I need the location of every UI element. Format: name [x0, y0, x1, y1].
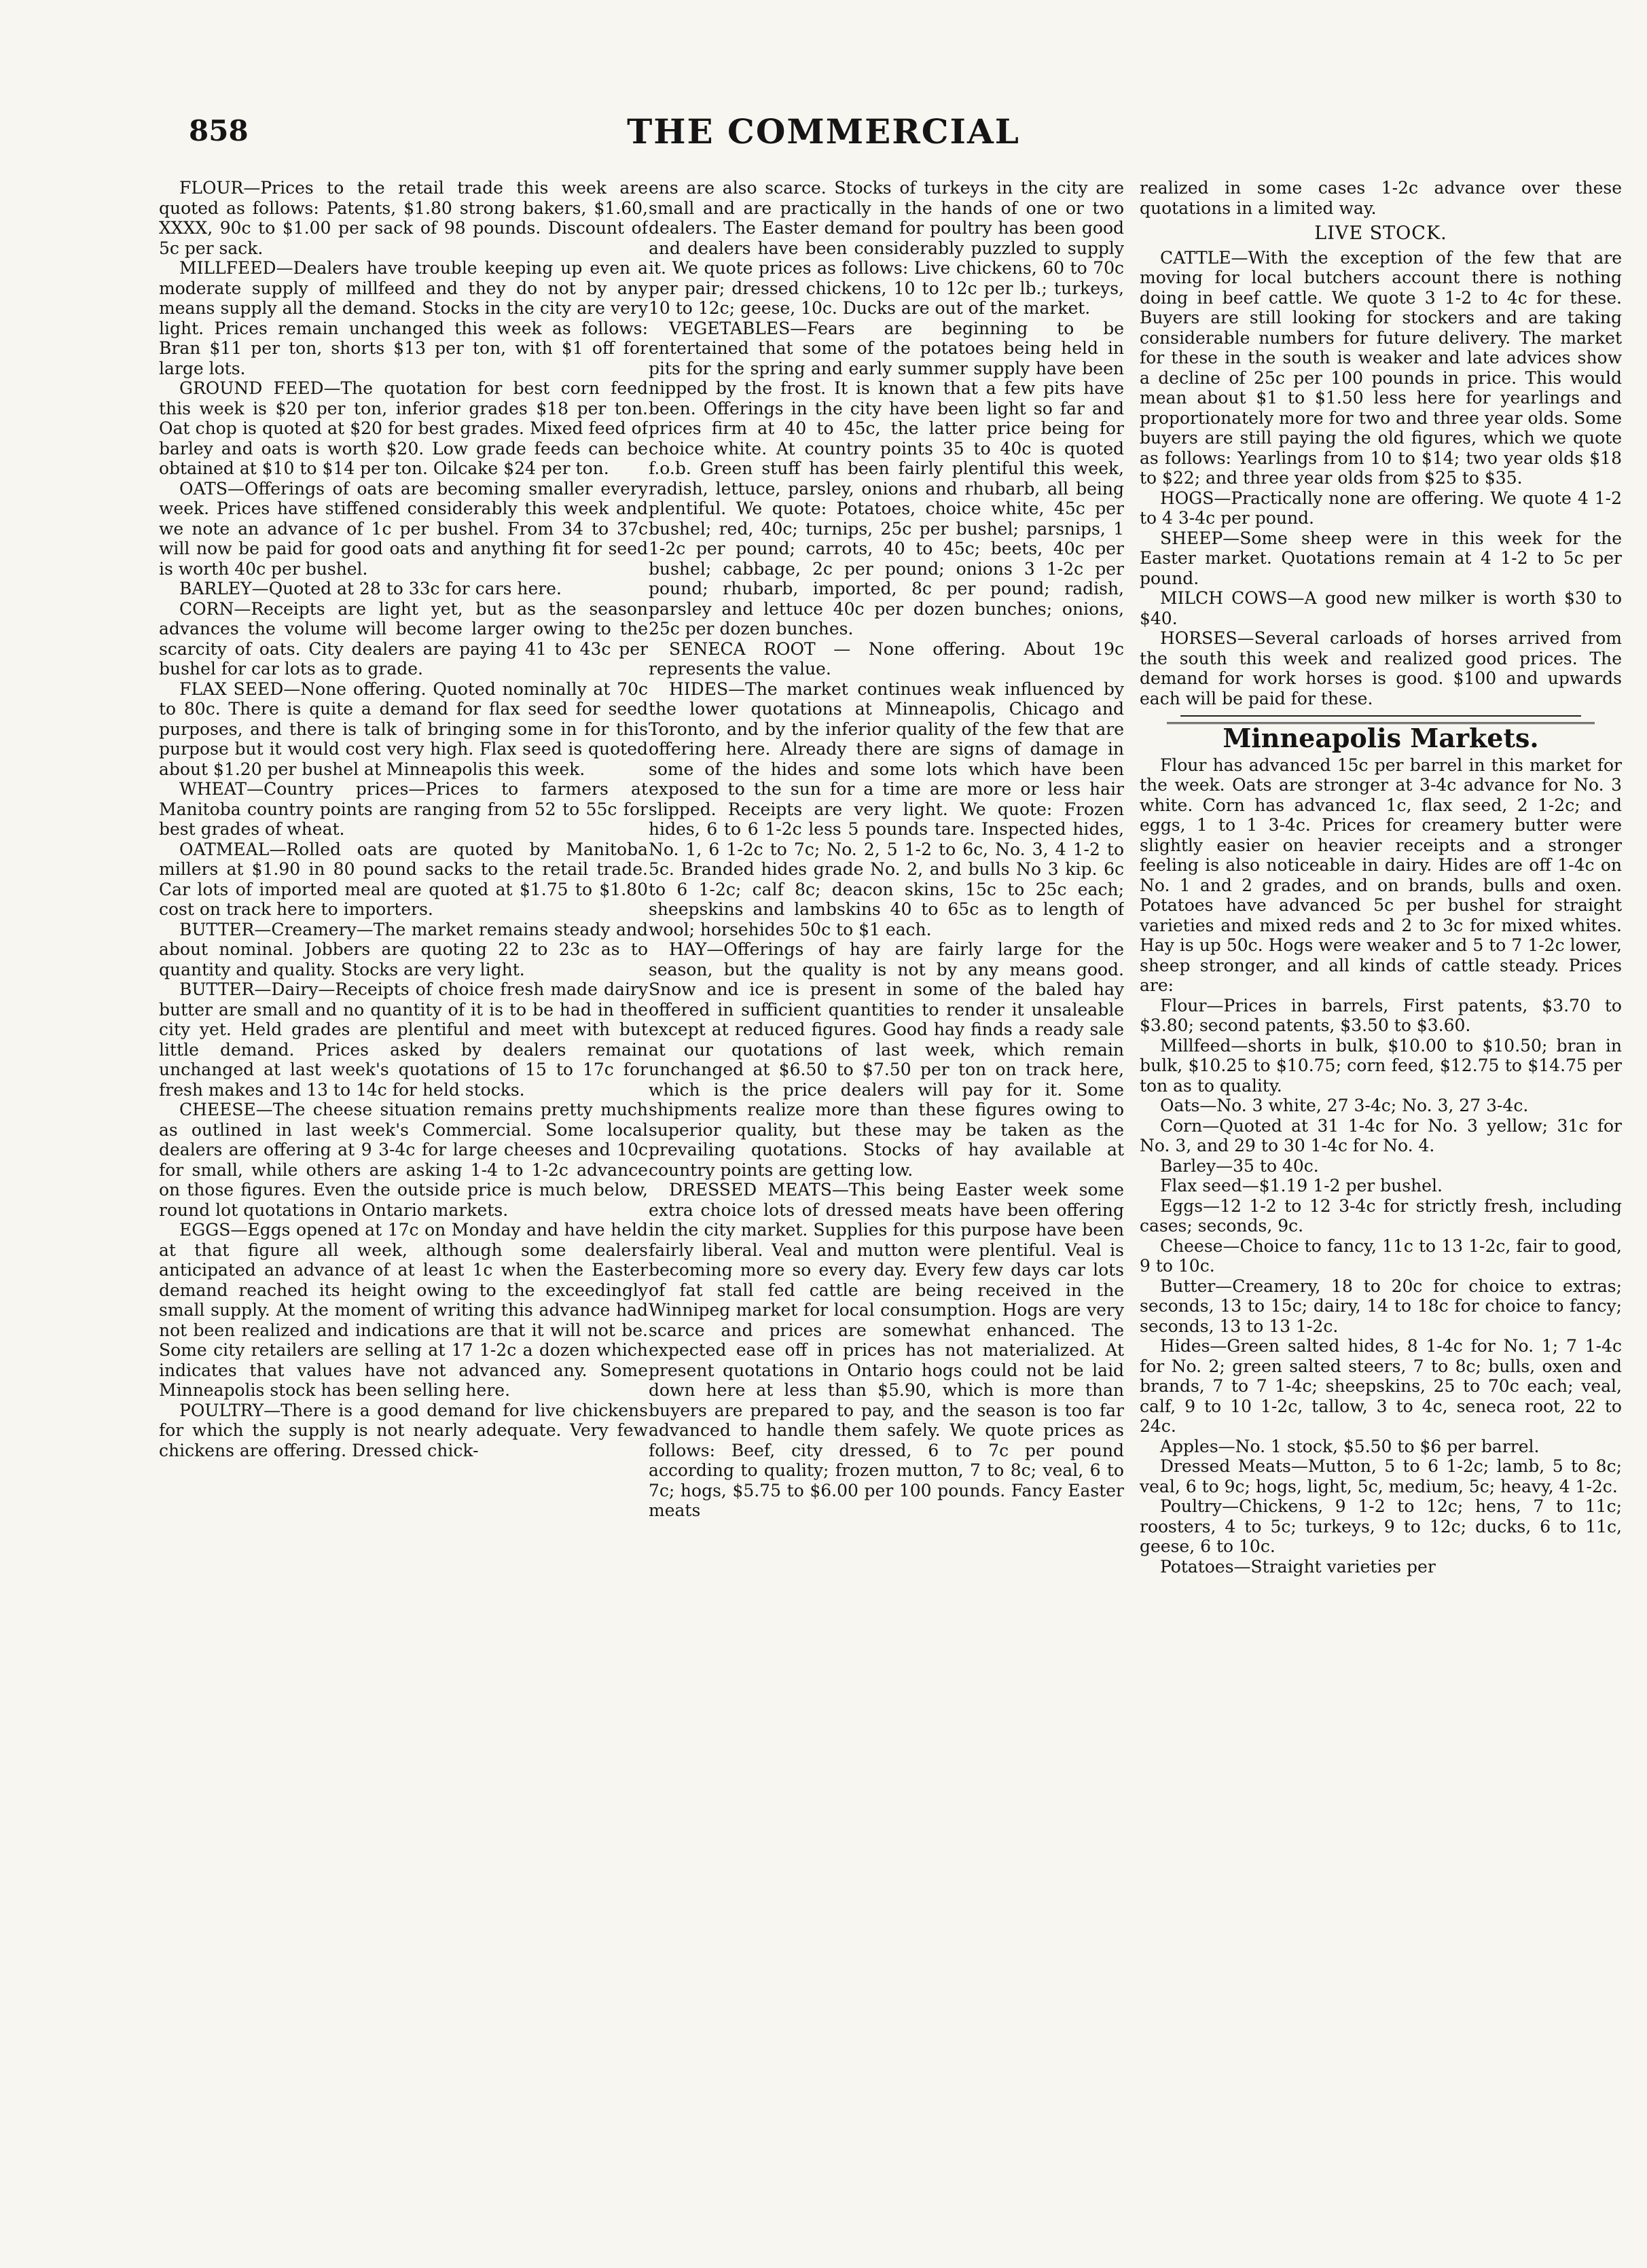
market-report-poultry: POULTRY—There is a good demand for live chickens for which the supply is not nearly adequate. Very few chickens are offering. Dressed chick- — [159, 1400, 648, 1460]
column-2 — [649, 178, 1124, 2243]
live-stock-cattle: CATTLE—With the exception of the few that are moving for local butchers account there is nothing doing in beef cattle. We quote 3 1-2 to 4c for these. Buyers are still looking for stockers and are taking considerable numbers for future delivery. The market for these in the south is weaker and late advices show a decline of 25c per 100 pounds in price. This would mean about $1 to $1.50 less here for yearlings and proportionately more for two and three year olds. Some buyers are still paying the old figures, which we quote as follows: Yearlings from 10 to $14; two year olds $18 to $22; and three year olds from $25 to $35. — [1140, 247, 1622, 488]
minneapolis-butter: Butter—Creamery, 18 to 20c for choice to extras; seconds, 13 to 15c; dairy, 14 to 18c for choice to fancy; seconds, 13 to 13 1-2c. — [1140, 1276, 1622, 1336]
live-stock-horses: HORSES—Several carloads of horses arrived from the south this week and realized good prices. The demand for work horses is good. $100 and upwards each will be paid for these. — [1140, 628, 1622, 708]
page-header — [0, 102, 1647, 156]
minneapolis-poultry: Poultry—Chickens, 9 1-2 to 12c; hens, 7 to 11c; roosters, 4 to 5c; turkeys, 9 to 12c; ducks, 6 to 11c, geese, 6 to 10c. — [1140, 1496, 1622, 1556]
minneapolis-markets-heading: Minneapolis Markets. — [1223, 723, 1539, 753]
page-number: 858 — [189, 114, 249, 147]
market-report-cheese: CHEESE—The cheese situation remains pretty much as outlined in last week's Commercial. Some local dealers are offering at 9 3-4c for large cheeses and 10c for small, while others are asking 1-4 to 1-2c advance on those figures. Even the outside price is much below, round lot quotations in Ontario markets. — [159, 1100, 648, 1220]
minneapolis-barley: Barley—35 to 40c. — [1160, 1155, 1319, 1176]
market-report-flax-seed: FLAX SEED—None offering. Quoted nominally at 70c to 80c. There is quite a demand for flax seed for seed purposes, and there is talk of bringing some in for this purpose but it would cost very high. Flax seed is quoted about $1.20 per bushel at Minneapolis this week. — [159, 679, 648, 779]
market-report-dressed-meats: DRESSED MEATS—This being Easter week some extra choice lots of dressed meats have been offering in the city market. Supplies for this purpose have been fairly liberal. Veal and mutton were plentiful. Veal is becoming more so every day. Every few days car lots of fat stall fed cattle are being received in the Winnipeg market for local consumption. Hogs are very scarce and prices are somewhat enhanced. The expected ease off in prices has not materialized. At present quotations in Ontario hogs could not be laid down here at less than $5.90, which is more than buyers are prepared to pay, and the season is too far advanced to handle them safely. We quote prices as follows: Beef, city dressed, 6 to 7c per pound according to quality; frozen mutton, 7 to 8c; veal, 6 to 7c; hogs, $5.75 to $6.00 per 100 pounds. Fancy Easter meats — [649, 1180, 1124, 1520]
minneapolis-eggs: Eggs—12 1-2 to 12 3-4c for strictly fresh, including cases; seconds, 9c. — [1140, 1195, 1622, 1236]
minneapolis-hides: Hides—Green salted hides, 8 1-4c for No. 1; 7 1-4c for No. 2; green salted steers, 7 to 8c; bulls, oxen and brands, 7 to 7 1-4c; sheepskins, 25 to 70c each; veal, calf, 9 to 10 1-2c, tallow, 3 to 4c, seneca root, 22 to 24c. — [1140, 1336, 1622, 1436]
minneapolis-cheese: Cheese—Choice to fancy, 11c to 13 1-2c, fair to good, 9 to 10c. — [1140, 1236, 1622, 1276]
minneapolis-summary: Flour has advanced 15c per barrel in this market for the week. Oats are stronger at 3-4c advance for No. 3 white. Corn has advanced 1c, flax seed, 2 1-2c; and eggs, 1 to 1 3-4c. Prices for creamery butter were slightly easier on heavier receipts and a stronger feeling is also noticeable in dairy. Hides are off 1-4c on No. 1 and 2 grades, and on brands, bulls and oxen. Potatoes have advanced 5c per bushel for straight varieties and mixed reds and 2 to 3c for mixed whites. Hay is up 50c. Hogs were weaker and 5 to 7 1-2c lower, sheep stronger, and all kinds of cattle steady. Prices are: — [1140, 755, 1622, 995]
market-report-ground-feed: GROUND FEED—The quotation for best corn feed this week is $20 per ton, inferior grades $18 per ton. Oat chop is quoted at $20 for best grades. Mixed feed of barley and oats is worth $20. Low grade feeds can be obtained at $10 to $14 per ton. Oilcake $24 per ton. — [159, 378, 648, 478]
market-report-hides: HIDES—The market continues weak influenced by the lower quotations at Minneapolis, Chicago and Toronto, and by the inferior quality of the few that are offering here. Already there are signs of damage in some of the hides and some lots which have been exposed to the sun for a time are more or less hair slipped. Receipts are very light. We quote: Frozen hides, 6 to 6 1-2c less 5 pounds tare. Inspected hides, No. 1, 6 1-2c to 7c; No. 2, 5 1-2 to 6c, No. 3, 4 1-2 to 5c. Branded hides grade No. 2, and bulls No 3 kip. 6c to 6 1-2c; calf 8c; deacon skins, 15c to 25c each; sheepskins and lambskins 40 to 65c as to length of wool; horsehides 50c to $1 each. — [649, 679, 1124, 939]
publication-title: THE COMMERCIAL — [627, 111, 1020, 151]
market-report-butter-dairy: BUTTER—Dairy—Receipts of choice fresh made dairy butter are small and no quantity of it is to be had in the city yet. Held grades are plentiful and meet with but little demand. Prices asked by dealers remain unchanged at last week's quotations of 15 to 17c for fresh makes and 13 to 14c for held stocks. — [159, 979, 648, 1100]
market-report-seneca-root: SENECA ROOT — None offering. About 19c represents the value. — [649, 638, 1124, 679]
live-stock-milch-cows: MILCH COWS—A good new milker is worth $30 to $40. — [1140, 588, 1622, 628]
minneapolis-corn: Corn—Quoted at 31 1-4c for No. 3 yellow; 31c for No. 3, and 29 to 30 1-4c for No. 4. — [1140, 1115, 1622, 1155]
minneapolis-oats: Oats—No. 3 white, 27 3-4c; No. 3, 27 3-4c. — [1160, 1096, 1529, 1115]
minneapolis-apples: Apples—No. 1 stock, $5.50 to $6 per barrel. — [1160, 1436, 1540, 1456]
minneapolis-flax-seed: Flax seed—$1.19 1-2 per bushel. — [1160, 1176, 1443, 1195]
minneapolis-dressed-meats: Dressed Meats—Mutton, 5 to 6 1-2c; lamb, 5 to 8c; veal, 6 to 9c; hogs, light, 5c, medium, 5c; heavy, 4 1-2c. — [1140, 1456, 1622, 1496]
market-report-butter-creamery: BUTTER—Creamery—The market remains steady and about nominal. Jobbers are quoting 22 to 23c as to quantity and quality. Stocks are very light. — [159, 919, 648, 979]
section-divider — [1180, 715, 1581, 717]
market-report-vegetables: VEGETABLES—Fears are beginning to be entertained that some of the potatoes being held in pits for the spring and early summer supply have been nipped by the frost. It is known that a few pits have been. Offerings in the city have been light so far and prices firm at 40 to 45c, the latter price being for choice white. At country points 35 to 40c is quoted f.o.b. Green stuff has been fairly plentiful this week, radish, lettuce, parsley, onions and rhubarb, all being plentiful. We quote: Potatoes, choice white, 45c per bushel; red, 40c; turnips, 25c per bushel; parsnips, 1 1-2c per pound; carrots, 40 to 45c; beets, 40c per bushel; cabbage, 2c per pound; onions 3 1-2c per pound; rhubarb, imported, 8c per pound; radish, parsley and lettuce 40c per dozen bunches; onions, 25c per dozen bunches. — [649, 318, 1124, 638]
market-report-eggs: EGGS—Eggs opened at 17c on Monday and have held at that figure all week, although some dealers anticipated an advance of at least 1c when the Easter demand reached its height owing to the exceedingly small supply. At the moment of writing this advance had not been realized and indications are that it will not be. Some city retailers are selling at 17 1-2c a dozen which indicates that values have not advanced any. Some Minneapolis stock has been selling here. — [159, 1220, 648, 1400]
market-report-corn: CORN—Receipts are light yet, but as the season advances the volume will become larger owing to the scarcity of oats. City dealers are paying 41 to 43c per bushel for car lots as to grade. — [159, 598, 648, 679]
column-3 — [1140, 178, 1622, 2243]
dressed-meats-continued: realized in some cases 1-2c advance over these quotations in a limited way. — [1140, 178, 1622, 218]
market-report-flour: FLOUR—Prices to the retail trade this week are quoted as follows: Patents, $1.80 strong bakers, $1.60, XXXX, 90c to $1.00 per sack of 98 pounds. Discount of 5c per sack. — [159, 178, 648, 258]
live-stock-heading: LIVE STOCK. — [1314, 223, 1447, 244]
live-stock-hogs: HOGS—Practically none are offering. We quote 4 1-2 to 4 3-4c per pound. — [1140, 488, 1622, 528]
market-report-oatmeal: OATMEAL—Rolled oats are quoted by Manitoba millers at $1.90 in 80 pound sacks to the retail trade. Car lots of imported meal are quoted at $1.75 to $1.80 cost on track here to importers. — [159, 839, 648, 919]
market-report-oats: OATS—Offerings of oats are becoming smaller every week. Prices have stiffened considerably this week and we note an advance of 1c per bushel. From 34 to 37c will now be paid for good oats and anything fit for seed is worth 40c per bushel. — [159, 478, 648, 579]
market-report-wheat: WHEAT—Country prices—Prices to farmers at Manitoba country points are ranging from 52 to 55c for best grades of wheat. — [159, 779, 648, 839]
market-report-millfeed: MILLFEED—Dealers have trouble keeping up even a moderate supply of millfeed and they do not by any means supply all the demand. Stocks in the city are very light. Prices remain unchanged this week as follows: Bran $11 per ton, shorts $13 per ton, with $1 off for large lots. — [159, 258, 648, 378]
market-report-hay: HAY—Offerings of hay are fairly large for the season, but the quality is not by any means good. Snow and ice is present in some of the baled hay offered in sufficient quantities to render it unsaleable except at reduced figures. Good hay finds a ready sale at our quotations of last week, which remain unchanged at $6.50 to $7.50 per ton on track here, which is the price dealers will pay for it. Some shipments realize more than these figures owing to superior quality, but these may be taken as the prevailing quotations. Stocks of hay available at country points are getting low. — [649, 939, 1124, 1180]
live-stock-sheep: SHEEP—Some sheep were in this week for the Easter market. Quotations remain at 4 1-2 to 5c per pound. — [1140, 528, 1622, 588]
minneapolis-millfeed: Millfeed—shorts in bulk, $10.00 to $10.50; bran in bulk, $10.25 to $10.75; corn feed, $12.75 to $14.75 per ton as to quality. — [1140, 1035, 1622, 1096]
minneapolis-potatoes: Potatoes—Straight varieties per — [1160, 1556, 1436, 1577]
market-report-poultry-continued: ens are also scarce. Stocks of turkeys in the city are small and are practically in the hands of one or two dealers. The Easter demand for poultry has been good and dealers have been considerably puzzled to supply it. We quote prices as follows: Live chickens, 60 to 70c per pair; dressed chickens, 10 to 12c per lb.; turkeys, 10 to 12c; geese, 10c. Ducks are out of the market. — [649, 178, 1124, 318]
market-report-barley: BARLEY—Quoted at 28 to 33c for cars here. — [179, 579, 562, 598]
column-1 — [159, 178, 648, 2243]
minneapolis-flour: Flour—Prices in barrels, First patents, $3.70 to $3.80; second patents, $3.50 to $3.60. — [1140, 995, 1622, 1035]
